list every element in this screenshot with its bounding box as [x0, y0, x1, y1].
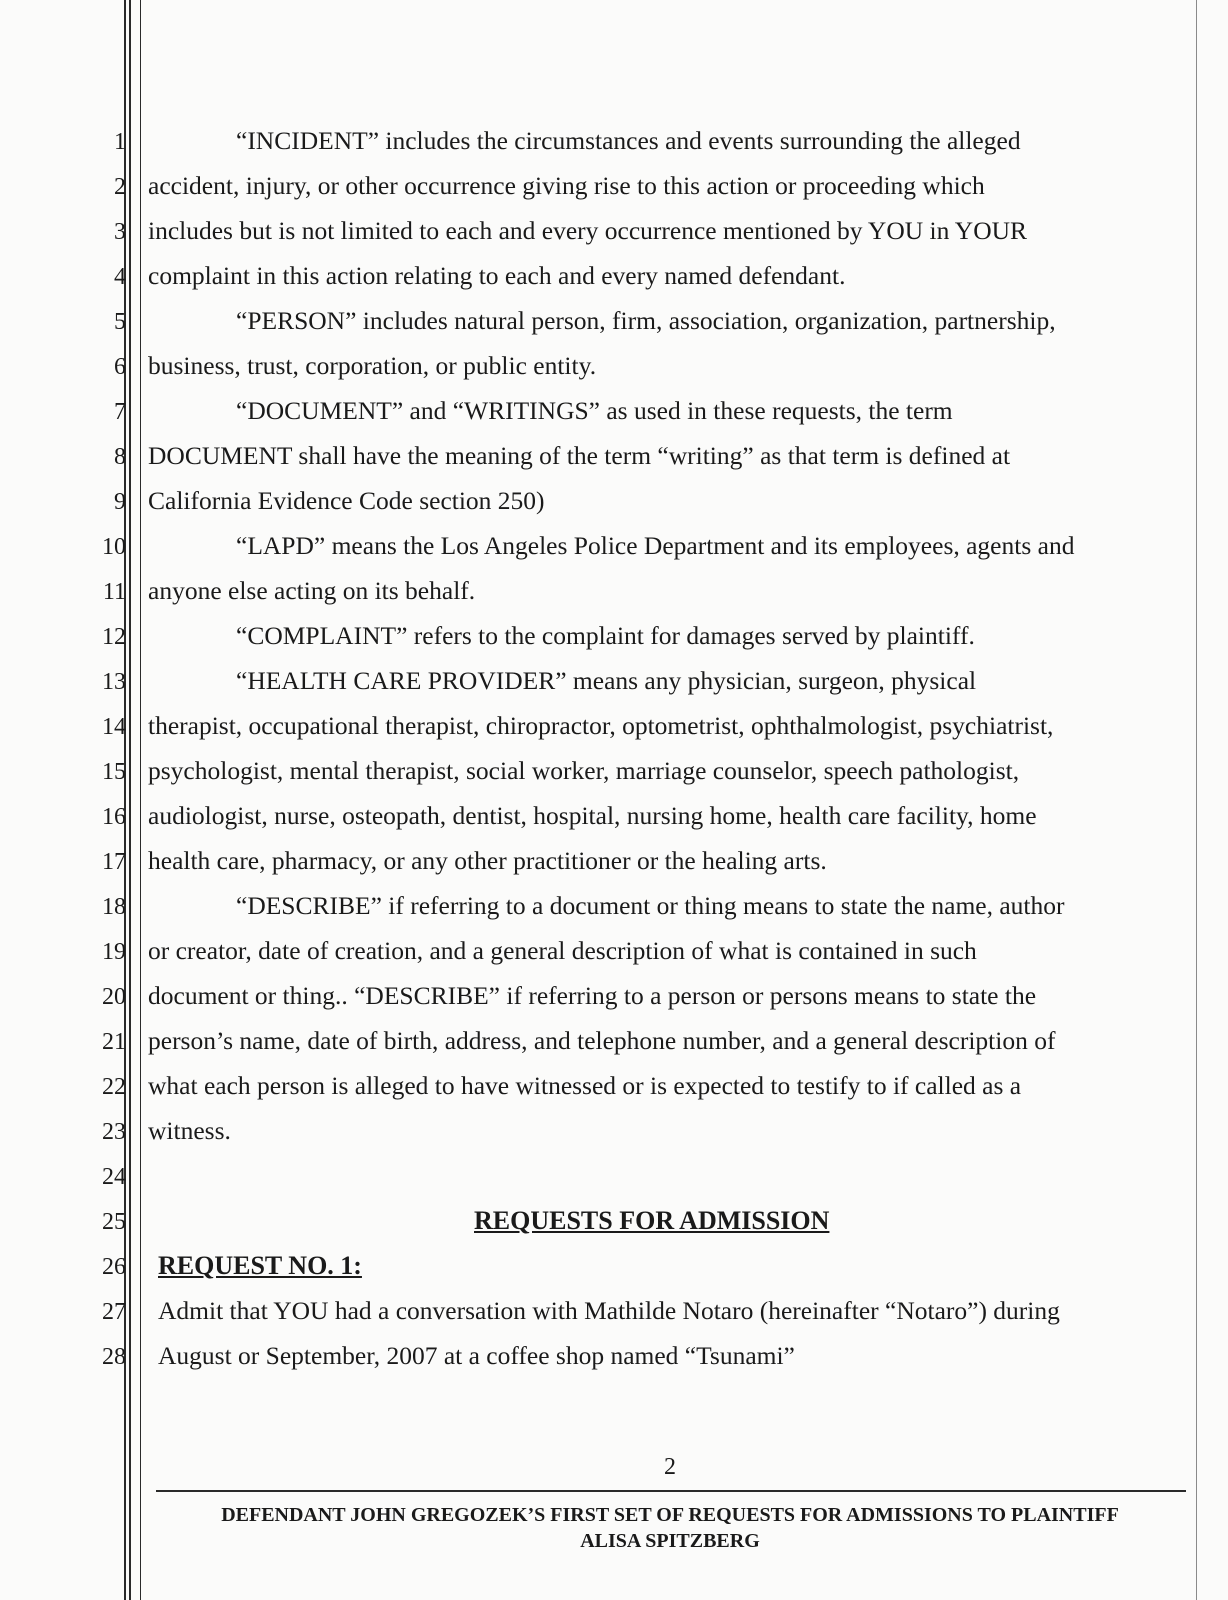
text-line: or creator, date of creation, and a general description of what is contained in such — [148, 936, 977, 965]
text-line: what each person is alleged to have witnessed or is expected to testify to if called as a — [148, 1071, 1022, 1100]
line-number: 23 — [102, 1119, 126, 1145]
footer-title-line: DEFENDANT JOHN GREGOZEK’S FIRST SET OF REQUESTS FOR ADMISSIONS TO PLAINTIFF — [221, 1504, 1119, 1526]
text-line: DOCUMENT shall have the meaning of the term “writing” as that term is defined at — [148, 441, 1011, 470]
text-line: document or thing.. “DESCRIBE” if referring to a person or persons means to state the — [148, 981, 1037, 1010]
text-line: “DESCRIBE” if referring to a document or thing means to state the name, author — [236, 891, 1065, 920]
section-heading: REQUESTS FOR ADMISSION — [474, 1206, 830, 1235]
text-line: audiologist, nurse, osteopath, dentist, hospital, nursing home, health care facility, home — [148, 801, 1037, 830]
line-number: 28 — [102, 1344, 126, 1370]
line-number: 26 — [102, 1254, 126, 1280]
line-number: 9 — [114, 489, 126, 515]
text-line: witness. — [148, 1116, 231, 1145]
right-margin-rule — [1196, 0, 1197, 1600]
line-number: 1 — [114, 129, 126, 155]
request-text-line: August or September, 2007 at a coffee shop named “Tsunami” — [158, 1341, 795, 1370]
line-number: 24 — [102, 1164, 126, 1190]
document-footer — [150, 1502, 1190, 1554]
line-number: 6 — [114, 354, 126, 380]
text-line: complaint in this action relating to each and every named defendant. — [148, 261, 846, 290]
line-number: 7 — [114, 399, 126, 425]
line-number: 22 — [102, 1074, 126, 1100]
text-line: “INCIDENT” includes the circumstances and events surrounding the alleged — [236, 126, 1021, 155]
line-number: 16 — [102, 804, 126, 830]
line-number: 14 — [102, 714, 126, 740]
text-line: person’s name, date of birth, address, and telephone number, and a general description of — [148, 1026, 1056, 1055]
line-number: 2 — [114, 174, 126, 200]
text-line: “HEALTH CARE PROVIDER” means any physician, surgeon, physical — [236, 666, 977, 695]
text-line: California Evidence Code section 250) — [148, 486, 545, 515]
footer-rule — [156, 1490, 1186, 1492]
footer-title-line-2: ALISA SPITZBERG — [580, 1530, 760, 1552]
text-line: “PERSON” includes natural person, firm, association, organization, partnership, — [236, 306, 1056, 335]
line-number: 20 — [102, 984, 126, 1010]
page-number: 2 — [664, 1454, 676, 1480]
text-line: anyone else acting on its behalf. — [148, 576, 476, 605]
left-margin-rule-text — [140, 0, 141, 1600]
text-line: business, trust, corporation, or public entity. — [148, 351, 597, 380]
line-number: 17 — [102, 849, 126, 875]
line-number: 5 — [114, 309, 126, 335]
text-line: therapist, occupational therapist, chiropractor, optometrist, ophthalmologist, psychiatrist, — [148, 711, 1054, 740]
line-number: 27 — [102, 1299, 126, 1325]
line-number: 21 — [102, 1029, 126, 1055]
text-line: “DOCUMENT” and “WRITINGS” as used in these requests, the term — [236, 396, 953, 425]
line-number: 25 — [102, 1209, 126, 1235]
left-margin-rule-inner — [129, 0, 131, 1600]
line-number: 19 — [102, 939, 126, 965]
text-line: psychologist, mental therapist, social worker, marriage counselor, speech pathologist, — [148, 756, 1020, 785]
line-number: 18 — [102, 894, 126, 920]
line-number: 3 — [114, 219, 126, 245]
line-number: 11 — [102, 579, 126, 605]
line-number: 10 — [102, 534, 126, 560]
text-line: accident, injury, or other occurrence giving rise to this action or proceeding which — [148, 171, 985, 200]
line-number: 8 — [114, 444, 126, 470]
request-label: REQUEST NO. 1: — [158, 1251, 362, 1280]
text-line: health care, pharmacy, or any other practitioner or the healing arts. — [148, 846, 827, 875]
line-number: 12 — [102, 624, 126, 650]
text-line: includes but is not limited to each and every occurrence mentioned by YOU in YOUR — [148, 216, 1028, 245]
text-line: “COMPLAINT” refers to the complaint for damages served by plaintiff. — [236, 621, 975, 650]
request-text-line: Admit that YOU had a conversation with Mathilde Notaro (hereinafter “Notaro”) during — [158, 1296, 1060, 1325]
line-number: 4 — [114, 264, 126, 290]
line-number: 13 — [102, 669, 126, 695]
text-line: “LAPD” means the Los Angeles Police Department and its employees, agents and — [236, 531, 1075, 560]
line-number: 15 — [102, 759, 126, 785]
